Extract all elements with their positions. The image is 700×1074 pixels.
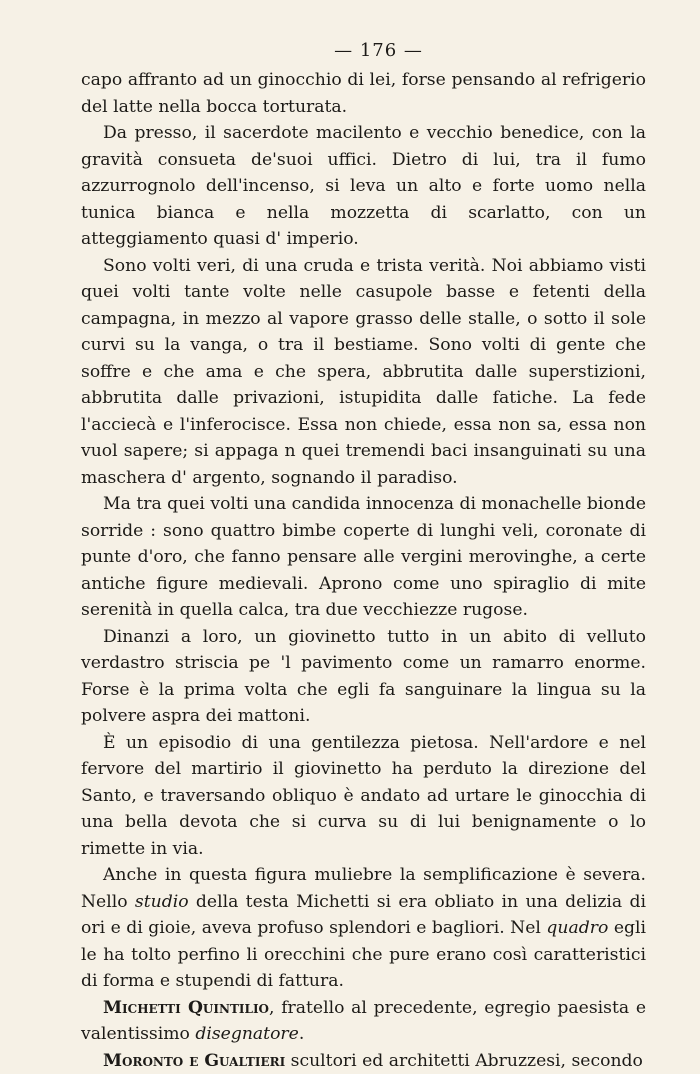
paragraph bbox=[81, 1048, 646, 1074]
page-number: — 176 — bbox=[81, 40, 646, 61]
paragraph bbox=[81, 862, 646, 995]
paragraph-text: . bbox=[299, 1024, 304, 1044]
entry-name: Michetti Quintilio bbox=[103, 998, 269, 1018]
paragraph: Da presso, il sacerdote macilento e vecchio benedice, con la gravità consueta de'suoi uffici. Dietro di lui, tra il fumo azzurrognolo dell'incenso, si leva un alto e forte uomo nella tunica bianca e nella mozzetta di scarlatto, con un atteggiamento quasi d' imperio. bbox=[81, 120, 646, 253]
entry-name: Moronto e Gualtieri bbox=[103, 1051, 285, 1071]
italic-term: quadro bbox=[546, 918, 608, 938]
paragraph: Dinanzi a loro, un giovinetto tutto in un abito di velluto verdastro striscia pe 'l pavimento come un ramarro enorme. Forse è la prima volta che egli fa sanguinare la lingua su la polvere aspra dei mattoni. bbox=[81, 624, 646, 730]
paragraph-text: , fratello al precedente, egregio paesista e valentissimo bbox=[81, 998, 646, 1045]
paragraph: È un episodio di una gentilezza pietosa. Nell'ardore e nel fervore del martirio il giovinetto ha perduto la direzione del Santo, e traversando obliquo è andato ad urtare le ginocchia di una bella devota che si curva su di lui benignamente o lo rimette in via. bbox=[81, 730, 646, 863]
paragraph bbox=[81, 995, 646, 1048]
paragraph: Ma tra quei volti una candida innocenza di monachelle bionde sorride : sono quattro bimbe coperte di lunghi veli, coronate di punte d'oro, che fanno pensare alle vergini merovinghe, a certe antiche figure medievali. Aprono come uno spiraglio di mite serenità in quella calca, tra due vecchiezze rugose. bbox=[81, 491, 646, 624]
body-text bbox=[81, 67, 646, 1074]
italic-term: disegnatore bbox=[195, 1024, 298, 1044]
paragraph-text: scultori ed architetti Abruzzesi, secondo bbox=[285, 1051, 643, 1071]
paragraph-text: Anche in questa figura muliebre la semplificazione è severa. Nello bbox=[81, 865, 646, 912]
italic-term: studio bbox=[135, 892, 189, 912]
paragraph-text: della testa Michetti si era obliato in una delizia di ori e di gioie, aveva profuso splendori e bagliori. Nel bbox=[81, 892, 646, 939]
paragraph-text: egli le ha tolto perfino li orecchini che pure erano così caratteristici di forma e stupendi di fattura. bbox=[81, 918, 646, 991]
paragraph: Sono volti veri, di una cruda e trista verità. Noi abbiamo visti quei volti tante volte nelle casupole basse e fetenti della campagna, in mezzo al vapore grasso delle stalle, o sotto il sole curvi su la vanga, o tra il bestiame. Sono volti di gente che soffre e che ama e che spera, abbrutita dalle superstizioni, abbrutita dalle privazioni, istupidita dalle fatiche. La fede l'acciecà e l'inferocisce. Essa non chiede, essa non sa, essa non vuol sapere; si appaga n quei tremendi baci insanguinati su una maschera d' argento, sognando il paradiso. bbox=[81, 253, 646, 492]
paragraph: capo affranto ad un ginocchio di lei, forse pensando al refrigerio del latte nella bocca torturata. bbox=[81, 67, 646, 120]
